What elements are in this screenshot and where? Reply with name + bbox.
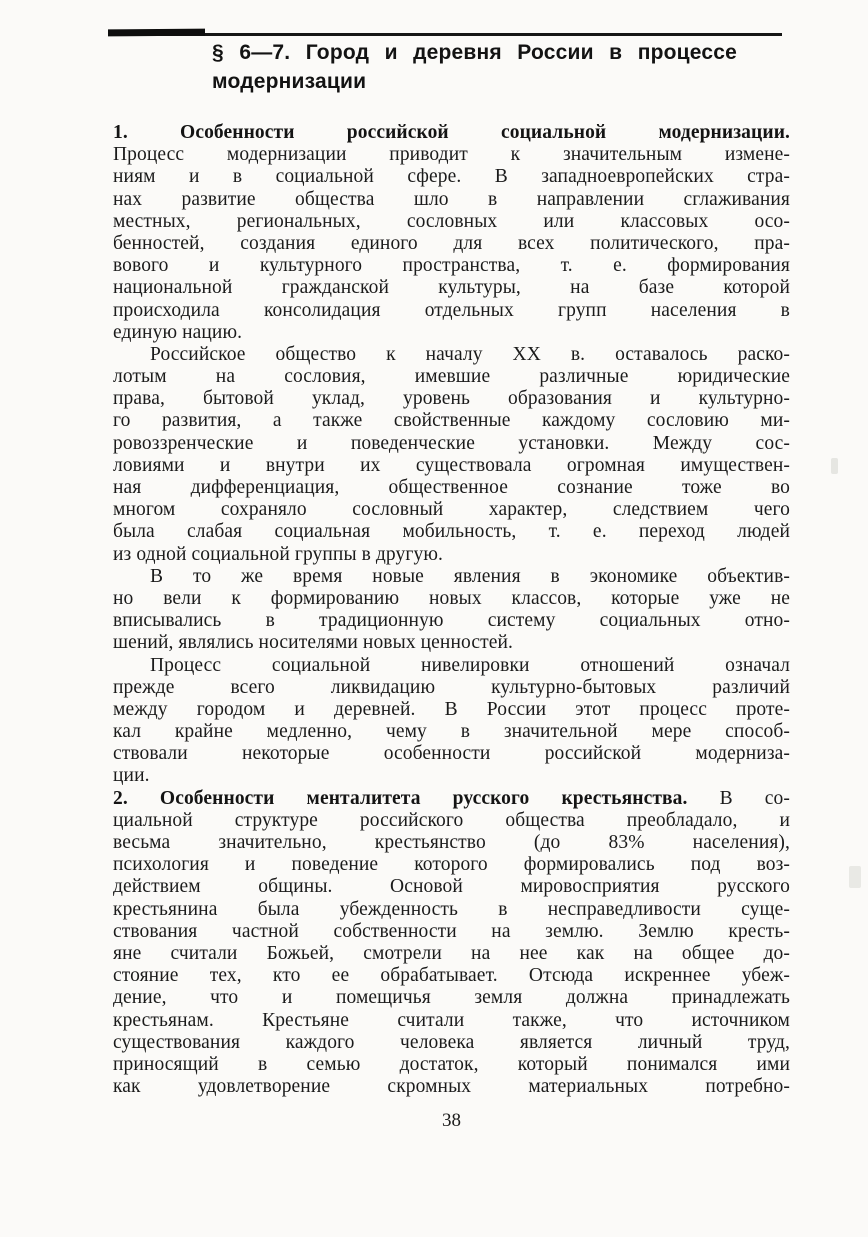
text-line: ствовали некоторые особенности российской модерниза-: [113, 743, 790, 765]
text-line: происходила консолидация отдельных групп населения в: [113, 299, 790, 321]
text-line: стояние тех, кто ее обрабатывает. Отсюда искреннее убеж-: [113, 965, 790, 987]
section-title-line-1: § 6—7. Город и деревня России в процессе: [212, 41, 737, 64]
section-title: [212, 38, 737, 96]
section-divider-rule: [110, 33, 782, 36]
text-line: ровоззренческие и поведенческие установки. Между сос-: [113, 432, 790, 454]
text-line: яне считали Божьей, смотрели на нее как на общее до-: [113, 942, 790, 964]
text-line: но вели к формированию новых классов, которые уже не: [113, 587, 790, 609]
text-line: ная дифференциация, общественное сознание тоже во: [113, 477, 790, 498]
text-line: единую нацию.: [113, 321, 243, 343]
text-line: циальной структуре российского общества преобладало, и: [113, 809, 790, 831]
text-line: крестьянина была убежденность в несправедливости суще-: [113, 898, 790, 920]
text-line: весьма значительно, крестьянство (до 83% населения),: [113, 832, 790, 853]
text-line: 2. Особенности менталитета русского крестьянства. В со-: [113, 787, 790, 809]
text-block: [113, 122, 790, 1098]
scan-artifact: [831, 458, 838, 474]
text-line: как удовлетворение скромных материальных потребно-: [113, 1076, 790, 1098]
section-title-line-2: модернизации: [212, 70, 367, 93]
text-line: прежде всего ликвидацию культурно-бытовых различий: [113, 676, 790, 698]
text-line: вписывались в традиционную систему социальных отно-: [113, 610, 790, 632]
text-line: национальной гражданской культуры, на базе которой: [113, 277, 790, 299]
text-line: го развития, а также свойственные каждому сословию ми-: [113, 410, 790, 432]
text-line: права, бытовой уклад, уровень образования и культурно-: [113, 388, 790, 410]
page-number: 38: [442, 1110, 461, 1131]
text-line: шений, являлись носителями новых ценностей.: [113, 632, 513, 654]
text-line: лотым на сословия, имевшие различные юридические: [113, 366, 790, 388]
text-line: Процесс модернизации приводит к значительным измене-: [113, 144, 790, 166]
text-line: приносящий в семью достаток, который понимался ими: [113, 1053, 790, 1075]
text-line: Процесс социальной нивелировки отношений означал: [150, 654, 790, 676]
scan-artifact: [849, 866, 861, 888]
text-line: психология и поведение которого формировались под воз-: [113, 854, 790, 876]
text-line: ниям и в социальной сфере. В западноевропейских стра-: [113, 166, 790, 188]
text-line: нах развитие общества шло в направлении сглаживания: [113, 188, 790, 210]
text-line: 1. Особенности российской социальной модернизации.: [113, 122, 790, 143]
text-line: вового и культурного пространства, т. е. формирования: [113, 255, 790, 277]
text-line: действием общины. Основой мировосприятия русского: [113, 876, 790, 898]
text-line: ствования частной собственности на землю. Землю кресть-: [113, 920, 790, 942]
text-line: дение, что и помещичья земля должна принадлежать: [113, 987, 790, 1009]
text-line: существования каждого человека является личный труд,: [113, 1031, 790, 1053]
text-line: была слабая социальная мобильность, т. е. переход людей: [113, 521, 790, 543]
text-line: Российское общество к началу XX в. оставалось раско-: [150, 343, 790, 365]
text-line: В то же время новые явления в экономике объектив-: [150, 565, 790, 587]
text-line: кал крайне медленно, чему в значительной мере способ-: [113, 721, 790, 743]
text-line: крестьянам. Крестьяне считали также, что источником: [113, 1009, 790, 1031]
text-line: ловиями и внутри их существовала огромная имуществен-: [113, 454, 790, 476]
text-line: между городом и деревней. В России этот процесс проте-: [113, 698, 790, 720]
text-line: из одной социальной группы в другую.: [113, 543, 443, 565]
text-line: многом сохраняло сословный характер, следствием чего: [113, 499, 790, 521]
text-line: местных, региональных, сословных или классовых осо-: [113, 210, 790, 232]
text-line: ции.: [113, 765, 150, 787]
text-line: бенностей, создания единого для всех политического, пра-: [113, 232, 790, 254]
inline-subheading: 2. Особенности менталитета русского крестьянства.: [113, 787, 688, 809]
